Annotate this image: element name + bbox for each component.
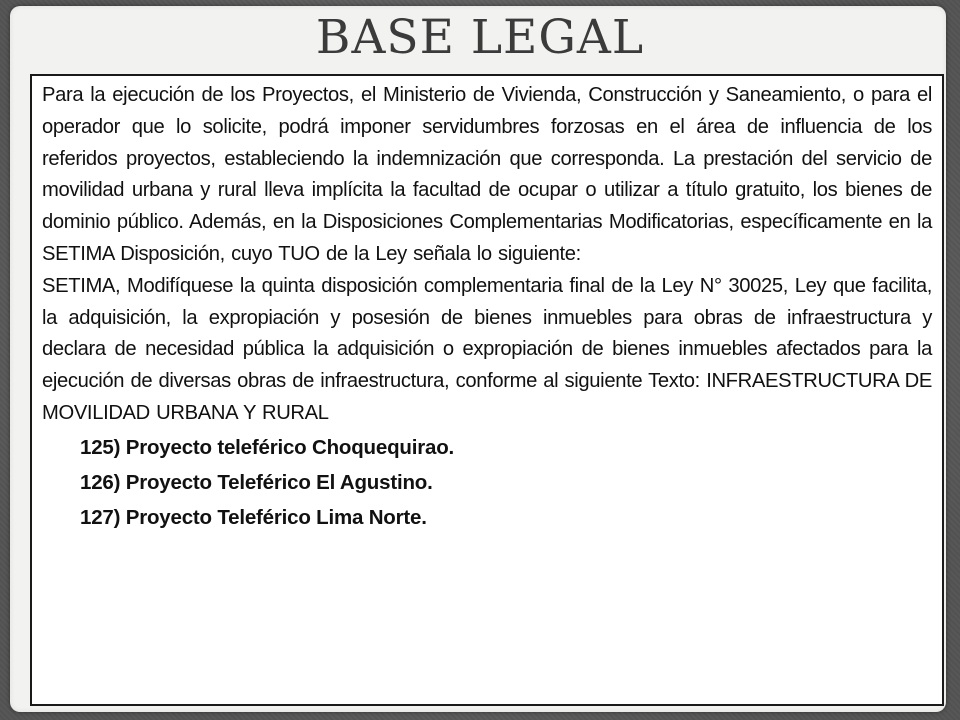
project-item-126: 126) Proyecto Teleférico El Agustino. (80, 470, 433, 494)
legal-paragraph-2: SETIMA, Modifíquese la quinta disposición complementaria final de la Ley N° 30025, Ley que facilita, la adquisición, la expropiación y posesión de bienes inmuebles para obras de infraestructura y declara de necesidad pública la adquisición o expropiación de bienes inmuebles afectados para la ejecución de diversas obras de infraestructura, conforme al siguiente Texto: INFRAESTRUCTURA DE MOVILIDAD URBANA Y RURAL (42, 274, 932, 424)
project-list (42, 430, 932, 535)
project-item-125: 125) Proyecto teleférico Choquequirao. (80, 435, 455, 459)
slide-title: BASE LEGAL (315, 10, 645, 65)
legal-paragraph-1: Para la ejecución de los Proyectos, el Ministerio de Vivienda, Construcción y Saneamiento, o para el operador que lo solicite, podrá imponer servidumbres forzosas en el área de influencia de los referidos proyectos, estableciendo la indemnización que corresponda. La prestación del servicio de movilidad urbana y rural lleva implícita la facultad de ocupar o utilizar a título gratuito, los bienes de dominio público. Además, en la Disposiciones Complementarias Modificatorias, específicamente en la SETIMA Disposición, cuyo TUO de la Ley señala lo siguiente: (42, 84, 932, 265)
project-item-127: 127) Proyecto Teleférico Lima Norte. (80, 505, 427, 529)
legal-text-box (30, 74, 944, 706)
